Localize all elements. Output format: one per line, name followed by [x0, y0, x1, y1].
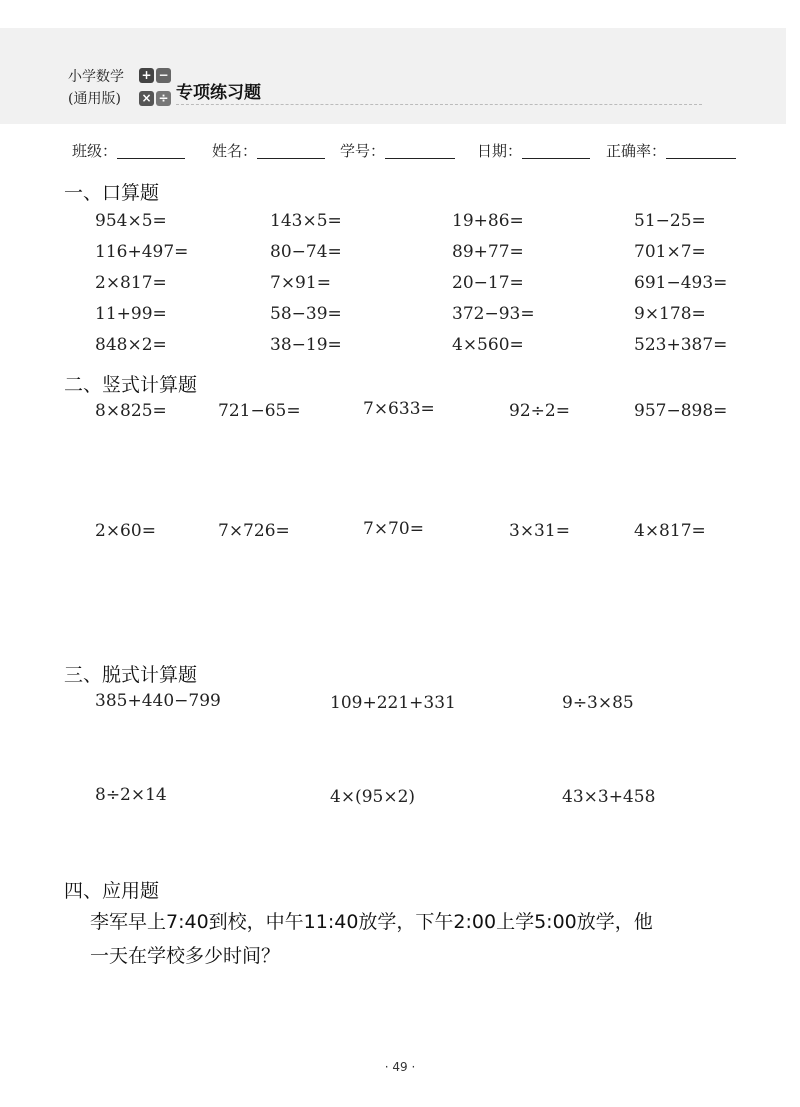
date-field	[477, 140, 590, 161]
student-id-blank	[385, 144, 455, 159]
vertical-expr: 92÷2=	[509, 401, 570, 421]
date-blank	[522, 144, 590, 159]
oral-expr: 954×5=	[95, 211, 167, 231]
oral-expr: 38−19=	[270, 335, 342, 355]
accuracy-field	[606, 140, 736, 161]
oral-expr: 9×178=	[634, 304, 706, 324]
student-id-label: 学号：	[340, 142, 386, 160]
name-field	[212, 140, 325, 161]
vertical-expr: 7×726=	[218, 521, 290, 541]
oral-expr: 848×2=	[95, 335, 167, 355]
vertical-section-title: 二、竖式计算题	[64, 374, 198, 396]
oral-expr: 4×560=	[452, 335, 524, 355]
oral-expr: 7×91=	[270, 273, 331, 293]
vertical-expr: 8×825=	[95, 401, 167, 421]
name-blank	[257, 144, 325, 159]
oral-expr: 116+497=	[95, 242, 189, 262]
class-field	[72, 140, 185, 161]
stepwise-expr: 385+440−799	[95, 691, 221, 711]
oral-expr: 2×817=	[95, 273, 167, 293]
oral-expr: 51−25=	[634, 211, 706, 231]
brand-line-2: (通用版)	[68, 91, 121, 107]
vertical-expr: 7×633=	[363, 399, 435, 419]
stepwise-section-title: 三、脱式计算题	[64, 664, 198, 686]
header-divider	[176, 104, 702, 105]
word-problem-line-1: 李军早上7:40到校，中午11:40放学，下午2:00上学5:00放学，他	[90, 911, 653, 933]
accuracy-label: 正确率：	[606, 142, 667, 160]
times-icon: ×	[139, 91, 154, 106]
oral-expr: 691−493=	[634, 273, 728, 293]
stepwise-expr: 109+221+331	[330, 693, 456, 713]
date-label: 日期：	[477, 142, 523, 160]
plus-icon: +	[139, 68, 154, 83]
oral-expr: 523+387=	[634, 335, 728, 355]
oral-expr: 20−17=	[452, 273, 524, 293]
brand-line-1: 小学数学	[68, 69, 124, 85]
stepwise-expr: 9÷3×85	[562, 693, 634, 713]
page-number: · 49 ·	[384, 1060, 416, 1074]
page-title: 专项练习题	[176, 83, 261, 103]
divide-icon: ÷	[156, 91, 171, 106]
oral-expr: 89+77=	[452, 242, 524, 262]
oral-expr: 11+99=	[95, 304, 167, 324]
brand	[68, 66, 124, 110]
oral-expr: 19+86=	[452, 211, 524, 231]
class-label: 班级：	[72, 142, 118, 160]
name-label: 姓名：	[212, 142, 258, 160]
oral-expr: 701×7=	[634, 242, 706, 262]
oral-expr: 372−93=	[452, 304, 535, 324]
operator-icons	[139, 68, 173, 112]
stepwise-expr: 8÷2×14	[95, 785, 167, 805]
stepwise-expr: 4×(95×2)	[330, 787, 416, 807]
vertical-expr: 721−65=	[218, 401, 301, 421]
oral-expr: 143×5=	[270, 211, 342, 231]
oral-expr: 80−74=	[270, 242, 342, 262]
accuracy-blank	[666, 144, 736, 159]
word-problem-title: 四、应用题	[64, 880, 160, 902]
minus-icon: −	[156, 68, 171, 83]
vertical-expr: 7×70=	[363, 519, 424, 539]
word-problem-line-2: 一天在学校多少时间？	[90, 945, 281, 967]
stepwise-expr: 43×3+458	[562, 787, 656, 807]
vertical-expr: 3×31=	[509, 521, 570, 541]
vertical-expr: 4×817=	[634, 521, 706, 541]
vertical-expr: 957−898=	[634, 401, 728, 421]
student-id-field	[340, 140, 455, 161]
class-blank	[117, 144, 185, 159]
oral-section-title: 一、口算题	[64, 182, 160, 204]
vertical-expr: 2×60=	[95, 521, 156, 541]
oral-expr: 58−39=	[270, 304, 342, 324]
